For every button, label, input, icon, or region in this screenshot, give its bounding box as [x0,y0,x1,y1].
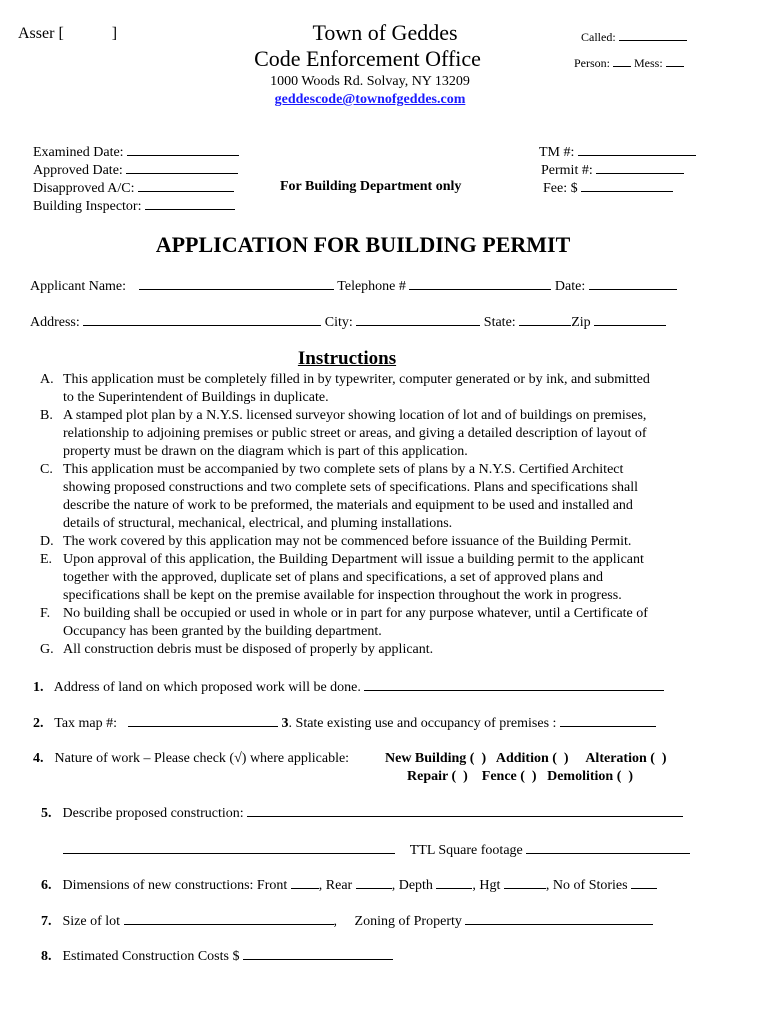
address-input[interactable] [83,313,321,326]
rear-label: , Rear [318,878,353,893]
q2-input[interactable] [128,714,278,727]
asser-close: ] [111,25,118,42]
instruction-letter: F. [40,606,51,621]
q1-input[interactable] [364,678,664,691]
mess-input[interactable] [666,54,684,67]
city-input[interactable] [356,313,480,326]
inspector-input[interactable] [145,197,235,210]
q7-label: Size of lot [62,914,121,929]
q4-number: 4. [33,751,44,766]
applicant-row [30,277,677,296]
q5-input-line2[interactable] [63,841,395,854]
tm-label: TM #: [539,145,575,160]
instruction-text-line: No building shall be occupied or used in whole or in part for any purpose whatever, until a Certificate of [63,606,648,621]
called-input[interactable] [619,28,687,41]
rear-input[interactable] [356,876,392,889]
instruction-letter: D. [40,534,54,549]
instruction-text-line: relationship to adjoining premises or public street or areas, and giving a detailed description of layout of [63,426,647,441]
instruction-item [40,533,740,551]
question-2-3 [33,714,656,733]
applicant-name-input[interactable] [139,277,334,290]
instruction-item [40,371,740,407]
date-input[interactable] [589,277,677,290]
fee-label: Fee: $ [543,181,578,196]
question-5 [41,804,683,823]
q7-number: 7. [41,914,52,929]
zip-label: Zip [571,315,591,330]
permit-field [541,161,684,180]
instruction-letter: C. [40,462,53,477]
tm-input[interactable] [578,143,696,156]
instruction-item [40,641,740,659]
q6-label: Dimensions of new constructions: Front [62,878,288,893]
question-1 [33,678,664,697]
instruction-text-line: specifications shall be kept on the premise available for inspection throughout the work in progress. [63,588,622,603]
question-4 [33,751,349,768]
instructions-list [40,371,740,659]
instruction-text-line: A stamped plot plan by a N.Y.S. licensed surveyor showing location of lot and of buildings on premises, [63,408,647,423]
state-input[interactable] [519,313,571,326]
stories-label: , No of Stories [545,878,628,893]
fee-input[interactable] [581,179,673,192]
q3-label: . State existing use and occupancy of premises : [288,716,557,731]
lot-size-input[interactable] [124,912,334,925]
depth-label: , Depth [391,878,433,893]
zip-input[interactable] [594,313,666,326]
question-8 [41,947,393,966]
q4-label-2: ) where applicable: [241,751,350,766]
instruction-letter: E. [40,552,53,567]
instruction-text-line: This application must be accompanied by two complete sets of plans by a N.Y.S. Certified Architect [63,462,624,477]
q5-input[interactable] [247,804,683,817]
ttl-square-footage-input[interactable] [526,841,690,854]
instruction-text-line: describe the nature of work to be preformed, the materials and equipment to be used and installed and [63,498,633,513]
ttl-square-footage-label: TTL Square footage [409,843,523,858]
called-label: Called: [581,30,616,44]
office-address: 1000 Woods Rd. Solvay, NY 13209 [270,74,470,89]
q5-number: 5. [41,806,52,821]
checkmark-icon: √ [234,751,242,766]
hgt-input[interactable] [504,876,546,889]
instruction-text-line: together with the approved, duplicate set of plans and specifications, a set of approved plans and [63,570,603,585]
instruction-text-line: Upon approval of this application, the Building Department will issue a building permit to the applicant [63,552,644,567]
disapproved-label: Disapproved A/C: [33,181,135,196]
disapproved-input[interactable] [138,179,234,192]
q3-input[interactable] [560,714,656,727]
page-title: APPLICATION FOR BUILDING PERMIT [155,232,571,257]
instruction-item [40,461,740,533]
person-input[interactable] [613,54,631,67]
depth-input[interactable] [436,876,472,889]
office-email-link[interactable]: geddescode@townofgeddes.com [274,92,466,107]
q4-label: Nature of work – Please check ( [54,751,235,766]
inspector-label: Building Inspector: [33,199,142,214]
office-name: Code Enforcement Office [254,46,481,71]
asser-label: Asser [ [18,25,64,42]
examined-date-label: Examined Date: [33,145,124,160]
instruction-text-line: This application must be completely filled in by typewriter, computer generated or by ink, and submitted [63,372,650,387]
hgt-label: , Hgt [472,878,501,893]
q6-number: 6. [41,878,52,893]
front-input[interactable] [291,876,319,889]
q4-options-row2[interactable]: Repair ( ) Fence ( ) Demolition ( ) [407,769,634,784]
fee-field [543,179,673,198]
instruction-item [40,605,740,641]
approved-date-label: Approved Date: [33,163,123,178]
construction-cost-input[interactable] [243,947,393,960]
q3-number: 3 [281,716,289,731]
tm-field [539,143,696,162]
instruction-text-line: details of structural, mechanical, electrical, and pluming installations. [63,516,453,531]
instruction-item [40,551,740,605]
instruction-text-line: All construction debris must be disposed of properly by applicant. [63,642,434,657]
instruction-letter: B. [40,408,53,423]
stories-input[interactable] [631,876,657,889]
q5-label: Describe proposed construction: [62,806,244,821]
instruction-letter: G. [40,642,54,657]
telephone-input[interactable] [409,277,551,290]
applicant-name-label: Applicant Name: [30,279,127,294]
disapproved-field [33,179,234,198]
address-label: Address: [30,315,80,330]
instruction-text-line: The work covered by this application may not be commenced before issuance of the Building Permit. [63,534,632,549]
instruction-text-line: Occupancy has been granted by the building department. [63,624,382,639]
zoning-label: , Zoning of Property [333,914,462,929]
q2-number: 2. [33,716,44,731]
question-7 [41,912,653,931]
person-mess-field [574,54,684,70]
approved-date-input[interactable] [126,161,238,174]
person-label: Person: [574,56,610,70]
examined-date-field [33,143,239,162]
town-name: Town of Geddes [312,20,458,45]
q1-number: 1. [33,680,44,695]
approved-date-field [33,161,238,180]
instruction-item [40,407,740,461]
mess-label: Mess: [634,56,663,70]
instructions-heading: Instructions [297,348,397,369]
department-only-note: For Building Department only [280,179,462,194]
inspector-field [33,197,235,216]
zoning-input[interactable] [465,912,653,925]
q2-label: Tax map #: [54,716,118,731]
q8-label: Estimated Construction Costs $ [62,949,240,964]
q1-label: Address of land on which proposed work will be done. [53,680,361,695]
instruction-text-line: to the Superintendent of Buildings in duplicate. [63,390,329,405]
q8-number: 8. [41,949,52,964]
q4-options-row1[interactable]: New Building ( ) Addition ( ) Alteration ( ) [385,751,667,766]
question-6 [41,876,657,895]
instruction-letter: A. [40,372,54,387]
instruction-text-line: property must be drawn on the diagram which is part of this application. [63,444,468,459]
called-field [581,28,687,44]
date-label: Date: [554,279,586,294]
city-label: City: [324,315,353,330]
examined-date-input[interactable] [127,143,239,156]
instruction-text-line: showing proposed constructions and two complete sets of specifications. Plans and specifications shall [63,480,639,495]
state-label: State: [483,315,516,330]
question-5-line2 [63,841,690,860]
telephone-label: Telephone # [337,279,406,294]
permit-label: Permit #: [541,163,593,178]
permit-input[interactable] [596,161,684,174]
address-row [30,313,666,332]
